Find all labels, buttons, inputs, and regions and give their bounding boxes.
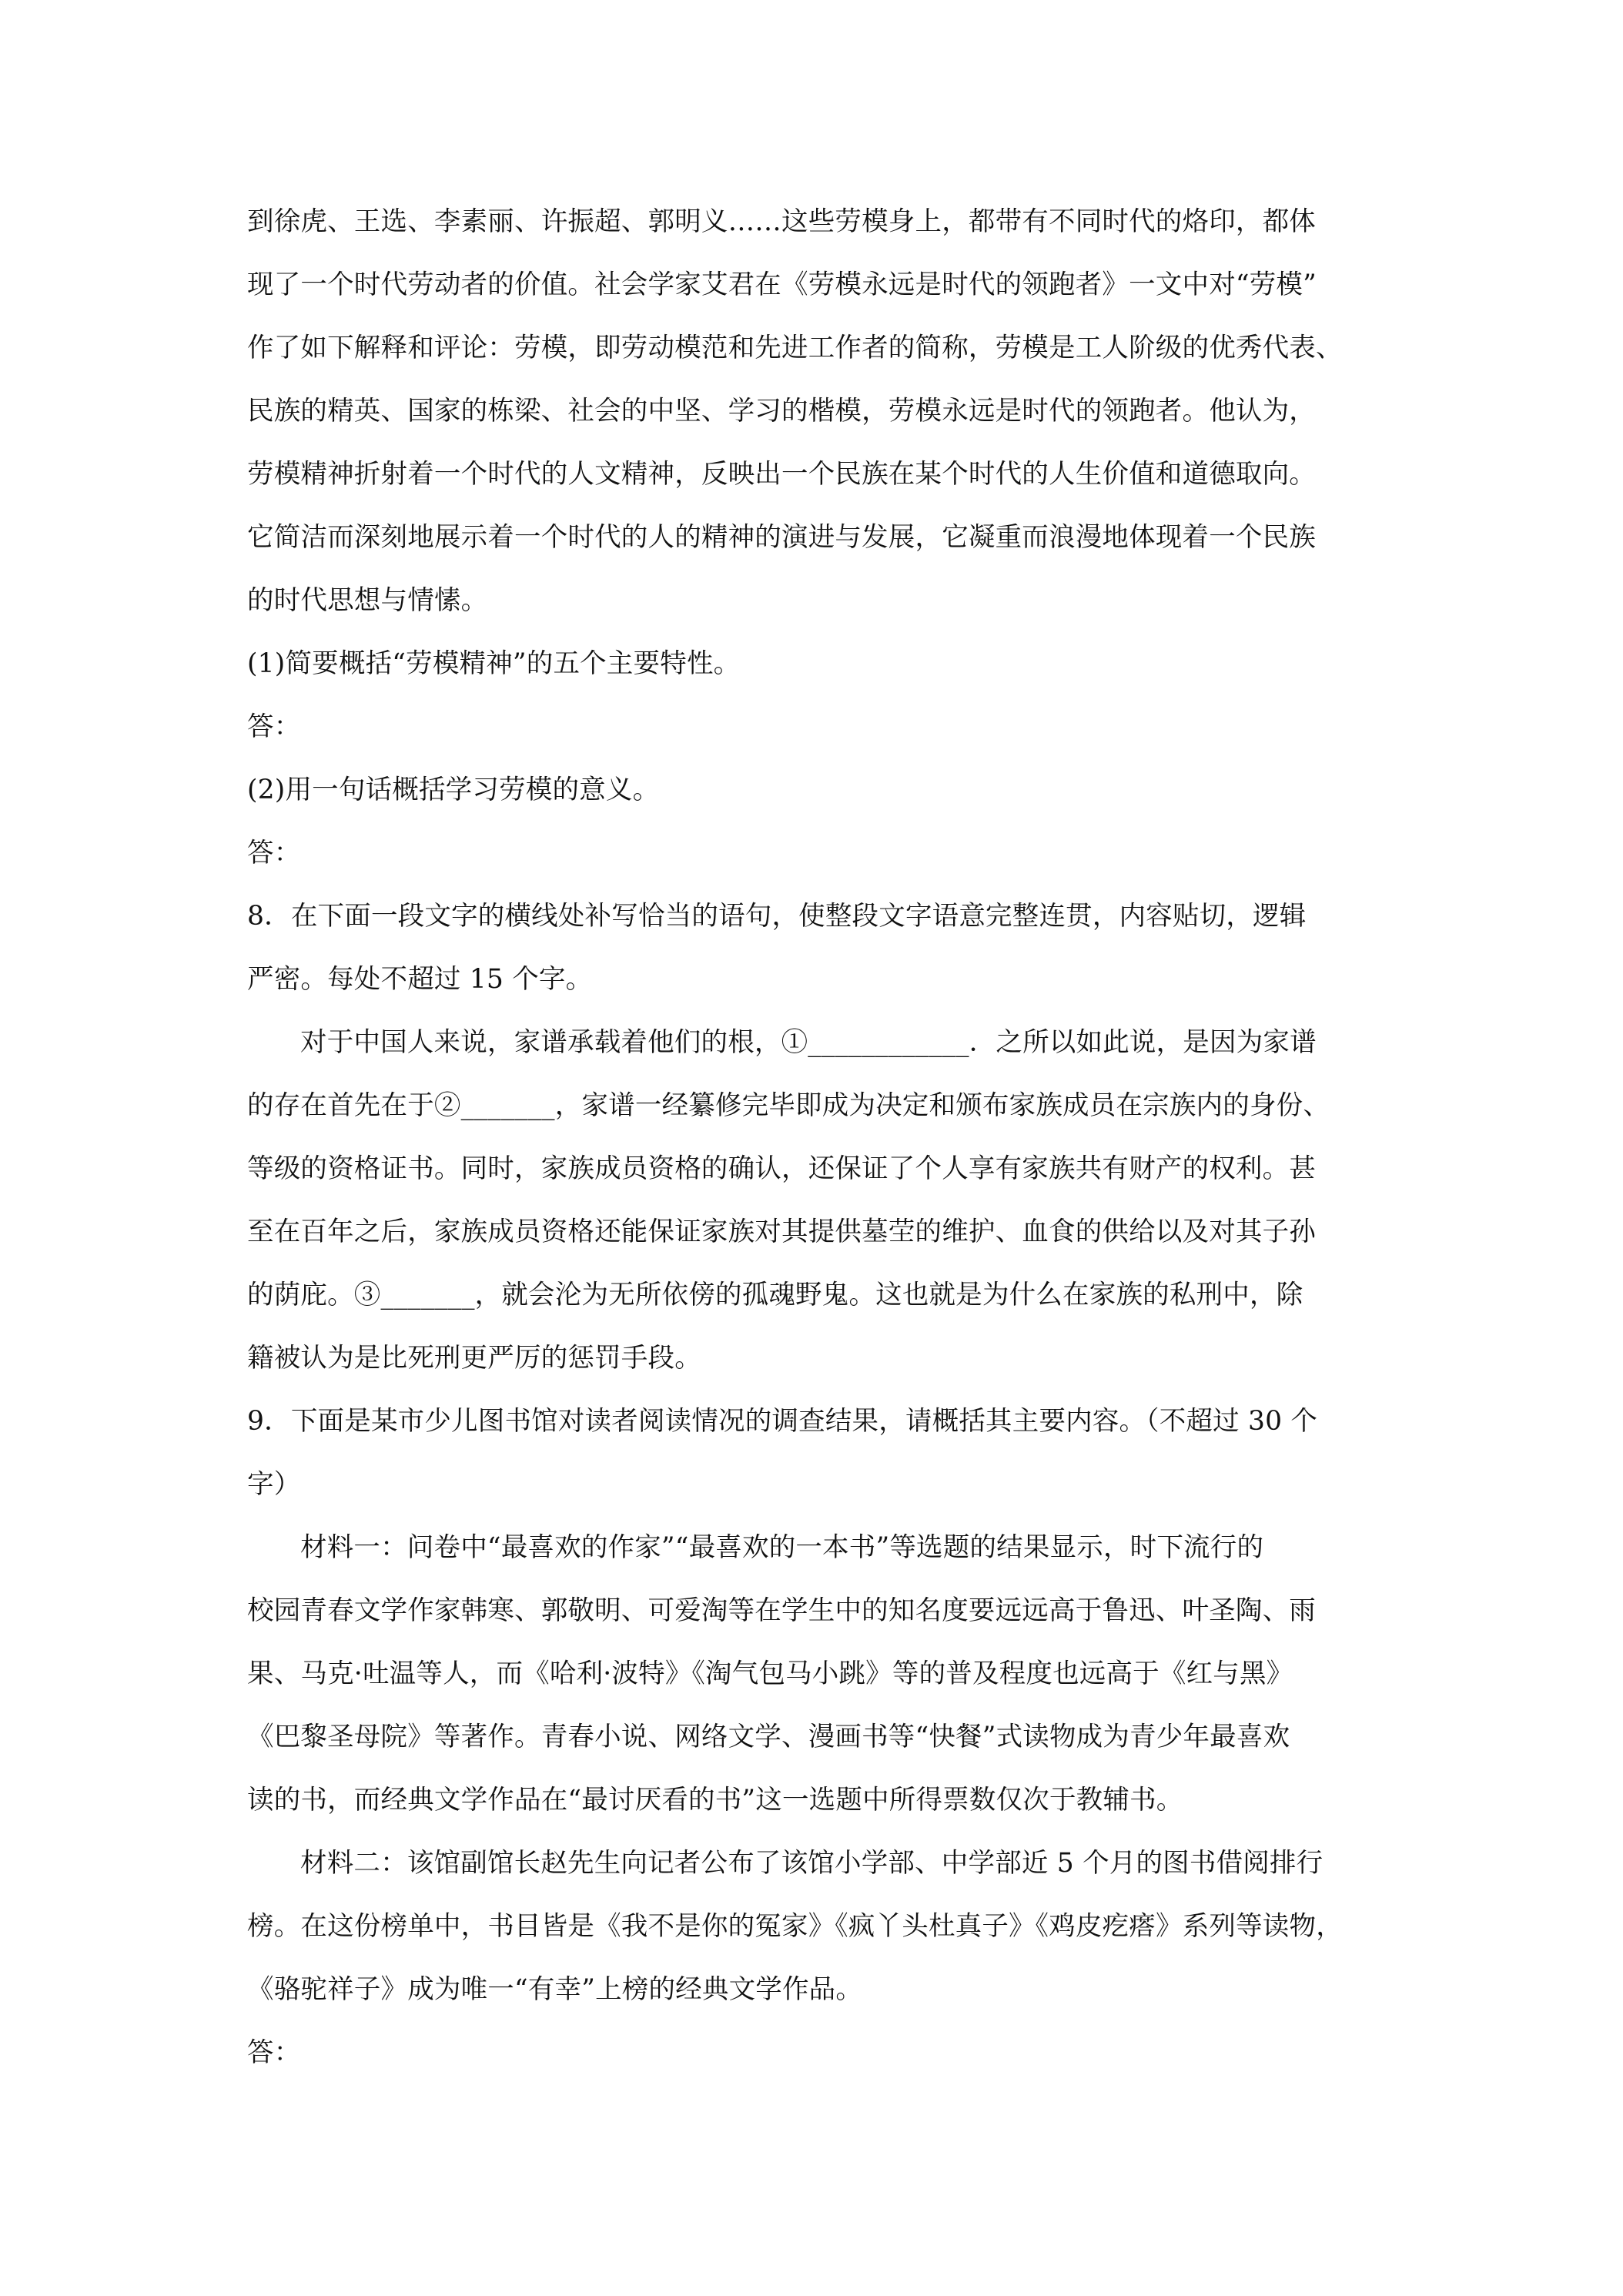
text-line: 《巴黎圣母院》等著作。青春小说、网络文学、漫画书等“快餐”式读物成为青少年最喜欢 — [247, 1722, 1290, 1752]
text-line: 榜。在这份榜单中，书目皆是《我不是你的冤家》《疯丫头杜真子》《鸡皮疙瘩》系列等读物， — [247, 1911, 1343, 1942]
text-line: 材料二：该馆副馆长赵先生向记者公布了该馆小学部、中学部近 5 个月的图书借阅排行 — [300, 1848, 1323, 1879]
text-line: 的时代思想与情愫。 — [247, 585, 488, 616]
text-line: 8．在下面一段文字的横线处补写恰当的语句，使整段文字语意完整连贯，内容贴切，逻辑 — [247, 901, 1307, 932]
question-9 — [247, 1406, 1379, 1500]
text-line: 字） — [247, 1469, 301, 1500]
text-line: 到徐虎、王选、李素丽、许振超、郭明义……这些劳模身上，都带有不同时代的烙印，都体 — [247, 206, 1316, 237]
text-line: 等级的资格证书。同时，家族成员资格的确认，还保证了个人享有家族共有财产的权利。甚 — [247, 1153, 1316, 1184]
text-line: 果、马克·吐温等人，而《哈利·波特》《淘气包马小跳》等的普及程度也远高于《红与黑》 — [247, 1658, 1293, 1689]
answer-label: 答： — [247, 2037, 301, 2068]
answer-label: 答： — [247, 711, 301, 742]
text-line: 9．下面是某市少儿图书馆对读者阅读情况的调查结果，请概括其主要内容。（不超过 30 个 — [247, 1406, 1318, 1437]
text-line: 至在百年之后，家族成员资格还能保证家族对其提供墓茔的维护、血食的供给以及对其子孙 — [247, 1217, 1316, 1247]
document-page — [247, 206, 1379, 2100]
material-2 — [247, 1848, 1379, 2005]
text-line: 劳模精神折射着一个时代的人文精神，反映出一个民族在某个时代的人生价值和道德取向。 — [247, 459, 1316, 490]
passage-jiapu — [247, 1027, 1379, 1374]
answer-label: 答： — [247, 838, 301, 869]
text-line: 材料一：问卷中“最喜欢的作家”“最喜欢的一本书”等选题的结果显示，时下流行的 — [300, 1532, 1264, 1563]
question-2: (2)用一句话概括学习劳模的意义。 — [247, 775, 660, 805]
text-line: 《骆驼祥子》成为唯一“有幸”上榜的经典文学作品。 — [247, 1974, 863, 2005]
text-line: 的荫庇。③_______，就会沦为无所依傍的孤魂野鬼。这也就是为什么在家族的私刑中，除 — [247, 1280, 1303, 1310]
passage-laomo — [247, 206, 1379, 616]
question-1: (1)简要概括“劳模精神”的五个主要特性。 — [247, 648, 741, 679]
text-line: 现了一个时代劳动者的价值。社会学家艾君在《劳模永远是时代的领跑者》一文中对“劳模” — [247, 269, 1317, 300]
text-line: 籍被认为是比死刑更严厉的惩罚手段。 — [247, 1343, 701, 1374]
question-8 — [247, 901, 1379, 995]
text-line: 作了如下解释和评论：劳模，即劳动模范和先进工作者的简称，劳模是工人阶级的优秀代表、 — [247, 333, 1343, 363]
material-1 — [247, 1532, 1379, 1816]
text-line: 读的书，而经典文学作品在“最讨厌看的书”这一选题中所得票数仅次于教辅书。 — [247, 1785, 1183, 1816]
text-line: 它简洁而深刻地展示着一个时代的人的精神的演进与发展，它凝重而浪漫地体现着一个民族 — [247, 522, 1316, 553]
text-line: 对于中国人来说，家谱承载着他们的根，①____________．之所以如此说，是因为家谱 — [300, 1027, 1317, 1058]
text-line: 严密。每处不超过 15 个字。 — [247, 964, 593, 995]
text-line: 校园青春文学作家韩寒、郭敬明、可爱淘等在学生中的知名度要远远高于鲁迅、叶圣陶、雨 — [247, 1595, 1316, 1626]
text-line: 的存在首先在于②_______，家谱一经纂修完毕即成为决定和颁布家族成员在宗族内的身份、 — [247, 1090, 1330, 1121]
text-line: 民族的精英、国家的栋梁、社会的中坚、学习的楷模，劳模永远是时代的领跑者。他认为， — [247, 396, 1316, 427]
